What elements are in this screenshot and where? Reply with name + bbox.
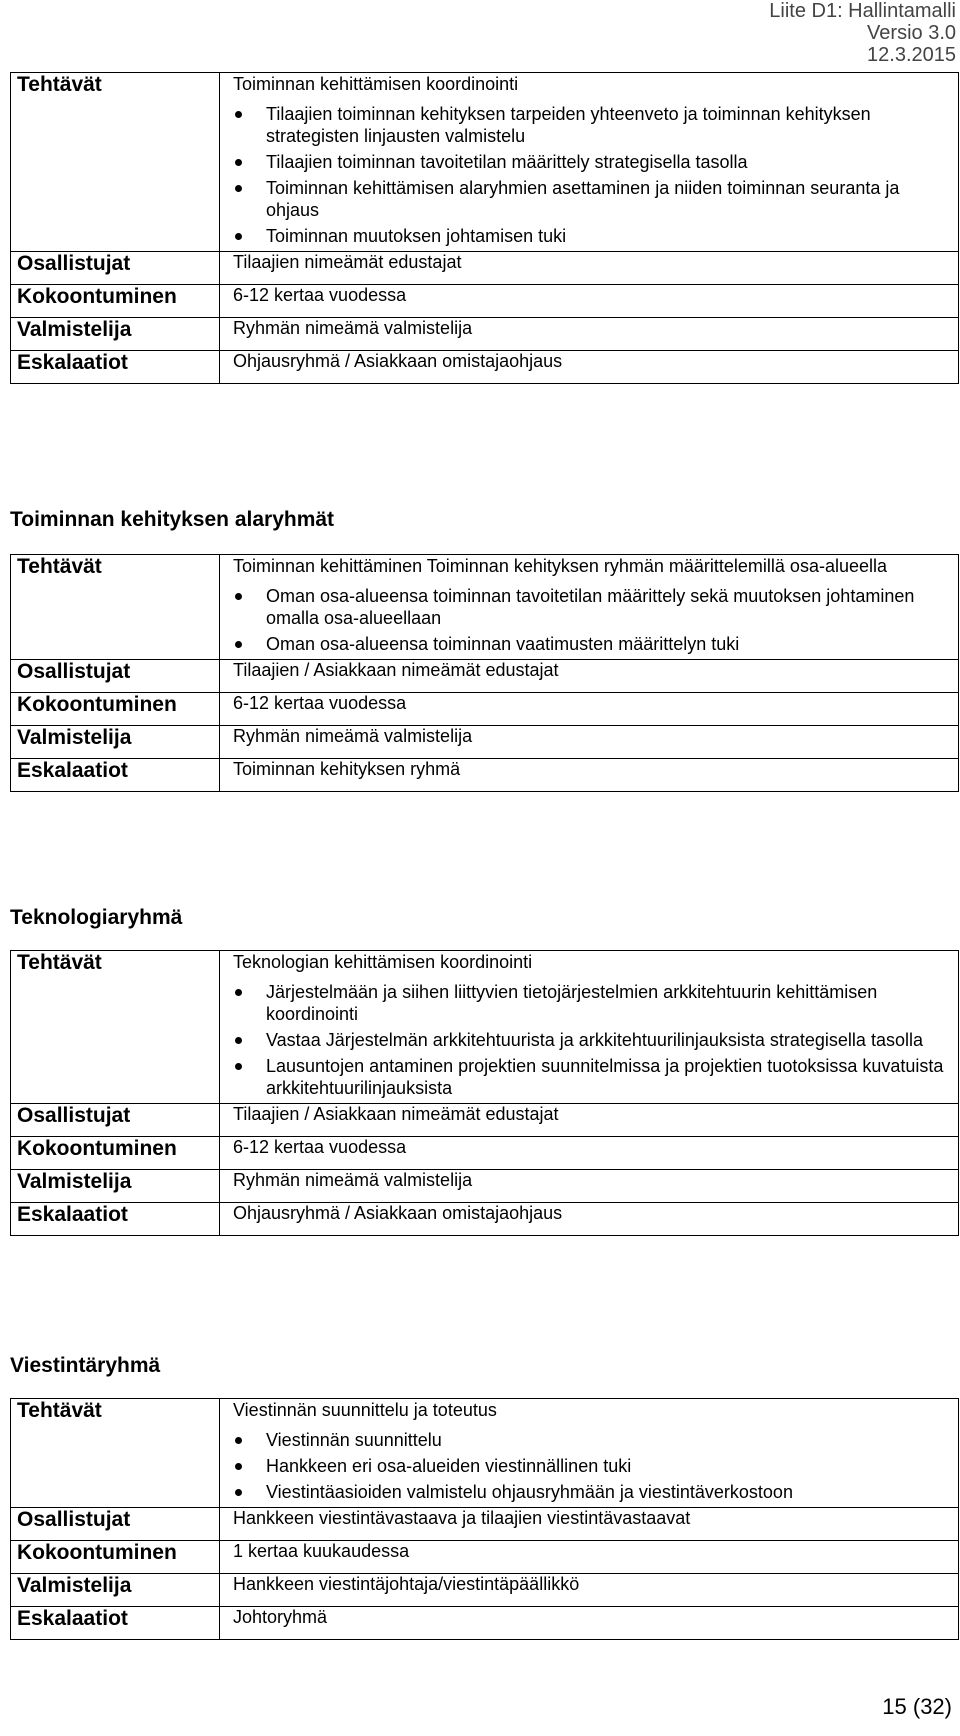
header-date: 12.3.2015 (867, 44, 956, 66)
label-participants: Osallistujat (11, 660, 220, 693)
escalation-value: Toiminnan kehityksen ryhmä (220, 759, 959, 792)
section-table-3 (10, 1398, 959, 1640)
label-escalation: Eskalaatiot (11, 1607, 220, 1640)
tasks-cell (220, 73, 959, 252)
section-table-1 (10, 554, 959, 792)
section-table-2 (10, 950, 959, 1236)
task-item: Hankkeen eri osa-alueiden viestinnällinen tuki (233, 1455, 952, 1477)
tasks-list (233, 103, 952, 247)
task-item: Vastaa Järjestelmän arkkitehtuurista ja arkkitehtuurilinjauksista strategisella tasolla (233, 1029, 952, 1051)
meetings-value: 6-12 kertaa vuodessa (220, 693, 959, 726)
task-item: Tilaajien toiminnan kehityksen tarpeiden yhteenveto ja toiminnan kehityksen strategisten linjausten valmistelu (233, 103, 952, 147)
label-preparer: Valmistelija (11, 726, 220, 759)
page-number: 15 (32) (882, 1694, 952, 1719)
task-item: Toiminnan kehittämisen alaryhmien asettaminen ja niiden toiminnan seuranta ja ohjaus (233, 177, 952, 221)
meetings-value: 6-12 kertaa vuodessa (220, 1137, 959, 1170)
tasks-cell (220, 951, 959, 1104)
task-item: Järjestelmään ja siihen liittyvien tietojärjestelmien arkkitehtuurin kehittämisen koordinointi (233, 981, 952, 1025)
escalation-value: Ohjausryhmä / Asiakkaan omistajaohjaus (220, 351, 959, 384)
label-meetings: Kokoontuminen (11, 693, 220, 726)
section-title: Teknologiaryhmä (10, 906, 183, 929)
section-title: Toiminnan kehityksen alaryhmät (10, 508, 335, 531)
participants-value: Tilaajien / Asiakkaan nimeämät edustajat (220, 660, 959, 693)
label-meetings: Kokoontuminen (11, 1137, 220, 1170)
label-tasks: Tehtävät (11, 1399, 220, 1508)
task-item: Oman osa-alueensa toiminnan vaatimusten määrittelyn tuki (233, 633, 952, 655)
tasks-intro: Teknologian kehittämisen koordinointi (233, 952, 533, 972)
tasks-list (233, 1429, 952, 1503)
document-header (769, 0, 956, 66)
label-tasks: Tehtävät (11, 73, 220, 252)
section-title: Viestintäryhmä (10, 1354, 161, 1377)
label-escalation: Eskalaatiot (11, 351, 220, 384)
label-escalation: Eskalaatiot (11, 1203, 220, 1236)
header-version: Versio 3.0 (867, 22, 956, 44)
tasks-cell (220, 555, 959, 660)
label-preparer: Valmistelija (11, 318, 220, 351)
participants-value: Tilaajien / Asiakkaan nimeämät edustajat (220, 1104, 959, 1137)
label-participants: Osallistujat (11, 1508, 220, 1541)
tasks-intro: Toiminnan kehittämisen koordinointi (233, 74, 519, 94)
tasks-intro: Viestinnän suunnittelu ja toteutus (233, 1400, 497, 1420)
tasks-list (233, 585, 952, 655)
section-table-0 (10, 72, 959, 384)
label-tasks: Tehtävät (11, 555, 220, 660)
preparer-value: Ryhmän nimeämä valmistelija (220, 726, 959, 759)
header-title: Liite D1: Hallintamalli (769, 0, 956, 22)
participants-value: Tilaajien nimeämät edustajat (220, 252, 959, 285)
label-preparer: Valmistelija (11, 1574, 220, 1607)
tasks-cell (220, 1399, 959, 1508)
task-item: Viestinnän suunnittelu (233, 1429, 952, 1451)
escalation-value: Johtoryhmä (220, 1607, 959, 1640)
label-escalation: Eskalaatiot (11, 759, 220, 792)
label-meetings: Kokoontuminen (11, 1541, 220, 1574)
preparer-value: Hankkeen viestintäjohtaja/viestintäpäällikkö (220, 1574, 959, 1607)
meetings-value: 1 kertaa kuukaudessa (220, 1541, 959, 1574)
label-meetings: Kokoontuminen (11, 285, 220, 318)
escalation-value: Ohjausryhmä / Asiakkaan omistajaohjaus (220, 1203, 959, 1236)
preparer-value: Ryhmän nimeämä valmistelija (220, 318, 959, 351)
label-preparer: Valmistelija (11, 1170, 220, 1203)
tasks-intro: Toiminnan kehittäminen Toiminnan kehityksen ryhmän määrittelemillä osa-alueella (233, 556, 887, 576)
label-participants: Osallistujat (11, 1104, 220, 1137)
task-item: Toiminnan muutoksen johtamisen tuki (233, 225, 952, 247)
preparer-value: Ryhmän nimeämä valmistelija (220, 1170, 959, 1203)
tasks-list (233, 981, 952, 1099)
label-tasks: Tehtävät (11, 951, 220, 1104)
task-item: Viestintäasioiden valmistelu ohjausryhmään ja viestintäverkostoon (233, 1481, 952, 1503)
participants-value: Hankkeen viestintävastaava ja tilaajien viestintävastaavat (220, 1508, 959, 1541)
label-participants: Osallistujat (11, 252, 220, 285)
task-item: Oman osa-alueensa toiminnan tavoitetilan määrittely sekä muutoksen johtaminen omalla osa-alueellaan (233, 585, 952, 629)
task-item: Lausuntojen antaminen projektien suunnitelmissa ja projektien tuotoksissa kuvatuista arkkitehtuurilinjauksista (233, 1055, 952, 1099)
meetings-value: 6-12 kertaa vuodessa (220, 285, 959, 318)
task-item: Tilaajien toiminnan tavoitetilan määrittely strategisella tasolla (233, 151, 952, 173)
